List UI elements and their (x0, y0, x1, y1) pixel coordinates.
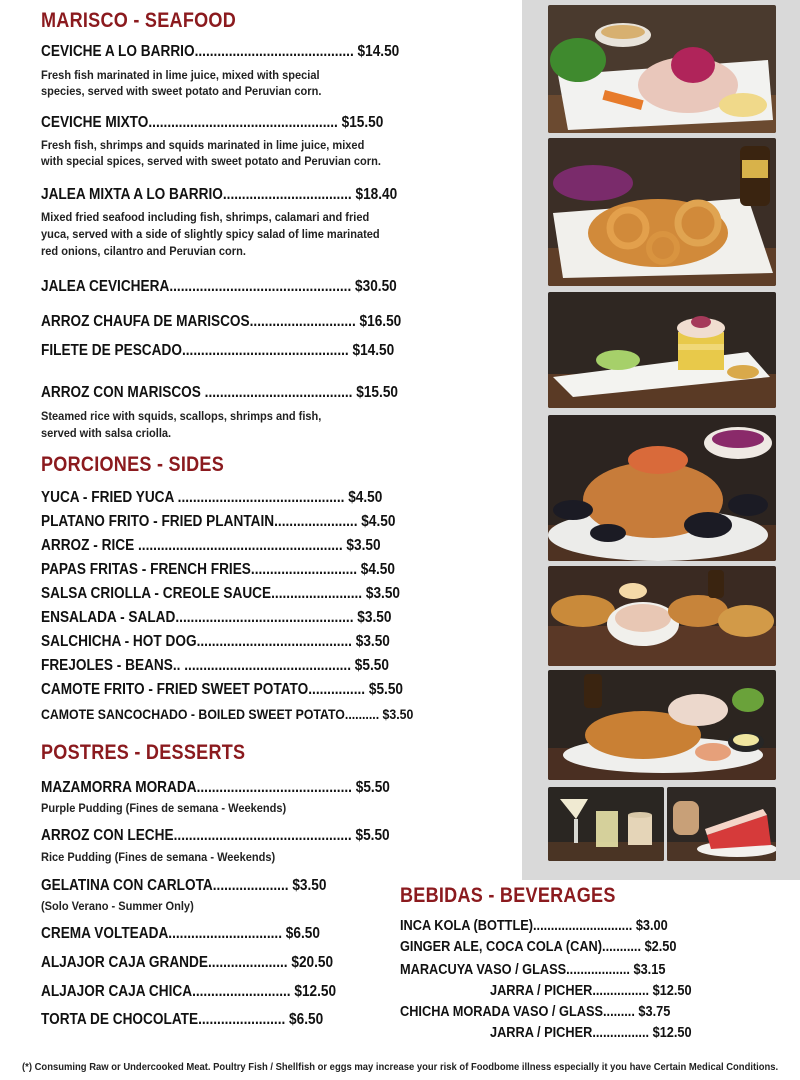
menu-item-jalea-mixta: JALEA MIXTA A LO BARRIO.................................. $18.40 (41, 186, 398, 203)
side-item: YUCA - FRIED YUCA ............................................ $4.50 (41, 489, 383, 506)
menu-item-description: (Solo Verano - Summer Only) (41, 899, 194, 913)
beverage-item: JARRA / PICHER................ $12.50 (490, 983, 692, 999)
dessert-item: ARROZ CON LECHE............................................... $5.50 (41, 827, 390, 844)
photo-seafood-platters (548, 566, 776, 666)
menu-item-description: Purple Pudding (Fines de semana - Weekends) (41, 801, 287, 815)
beverage-item: GINGER ALE, COCA COLA (CAN)........... $2.50 (400, 939, 677, 955)
side-item: FREJOLES - BEANS.. ............................................ $5.50 (41, 657, 389, 674)
photo-arroz-con-mariscos (548, 415, 776, 561)
dessert-item: TORTA DE CHOCOLATE....................... $6.50 (41, 1011, 324, 1028)
menu-item-filete-de-pescado: FILETE DE PESCADO............................................ $14.50 (41, 342, 395, 359)
menu-item-arroz-chaufa: ARROZ CHAUFA DE MARISCOS............................ $16.50 (41, 313, 402, 330)
menu-item-description: Mixed fried seafood including fish, shrimps, calamari and fried (41, 210, 370, 224)
side-item: CAMOTE FRITO - FRIED SWEET POTATO............... $5.50 (41, 681, 404, 698)
menu-item-arroz-con-mariscos: ARROZ CON MARISCOS ....................................... $15.50 (41, 384, 398, 401)
beverage-item: CHICHA MORADA VASO / GLASS......... $3.75 (400, 1004, 671, 1020)
menu-item-description: Fresh fish marinated in lime juice, mixed with special (41, 68, 320, 82)
photo-jalea-cevichera (548, 670, 776, 780)
side-item: PAPAS FRITAS - FRENCH FRIES............................ $4.50 (41, 561, 395, 578)
beverage-item: MARACUYA VASO / GLASS.................. $3.15 (400, 962, 666, 978)
menu-item-jalea-cevichera: JALEA CEVICHERA................................................ $30.50 (41, 278, 397, 295)
beverage-item: JARRA / PICHER................ $12.50 (490, 1025, 692, 1041)
desserts-heading: POSTRES - DESSERTS (41, 741, 246, 764)
side-item: PLATANO FRITO - FRIED PLANTAIN...................... $4.50 (41, 513, 396, 530)
beverages-heading: BEBIDAS - BEVERAGES (400, 884, 616, 907)
sides-heading: PORCIONES - SIDES (41, 453, 225, 476)
footnote: (*) Consuming Raw or Undercooked Meat. Poultry Fish / Shellfish or eggs may increase your risk of Foodbome illness especially it you have Certain Medical Conditions. (22, 1061, 779, 1073)
menu-item-description: red onions, cilantro and Peruvian corn. (41, 244, 246, 258)
dessert-item: ALJAJOR CAJA GRANDE..................... $20.50 (41, 954, 334, 971)
side-item: ENSALADA - SALAD............................................... $3.50 (41, 609, 392, 626)
photo-cake (667, 787, 776, 861)
photo-jalea-mixta (548, 138, 776, 286)
menu-item-description: served with salsa criolla. (41, 426, 172, 440)
side-item: SALSA CRIOLLA - CREOLE SAUCE........................ $3.50 (41, 585, 400, 602)
side-item: CAMOTE SANCOCHADO - BOILED SWEET POTATO.......... $3.50 (41, 706, 414, 722)
menu-item-description: Rice Pudding (Fines de semana - Weekends) (41, 850, 276, 864)
menu-item-description: Fresh fish, shrimps and squids marinated in lime juice, mixed (41, 138, 365, 152)
dessert-item: ALJAJOR CAJA CHICA.......................... $12.50 (41, 983, 337, 1000)
dessert-item: MAZAMORRA MORADA......................................... $5.50 (41, 779, 390, 796)
menu-item-description: species, served with sweet potato and Peruvian corn. (41, 84, 322, 98)
menu-item-description: with special spices, served with sweet potato and Peruvian corn. (41, 154, 381, 168)
beverage-item: INCA KOLA (BOTTLE)............................ $3.00 (400, 918, 668, 934)
seafood-heading: MARISCO - SEAFOOD (41, 9, 237, 32)
menu-item-description: yuca, served with a side of slightly spicy salad of lime marinated (41, 227, 380, 241)
photo-causa (548, 292, 776, 408)
photo-ceviche (548, 5, 776, 133)
side-item: ARROZ - RICE ...................................................... $3.50 (41, 537, 381, 554)
side-item: SALCHICHA - HOT DOG......................................... $3.50 (41, 633, 390, 650)
dessert-item: GELATINA CON CARLOTA.................... $3.50 (41, 877, 327, 894)
menu-item-ceviche-mixto: CEVICHE MIXTO.................................................. $15.50 (41, 114, 384, 131)
photo-drinks (548, 787, 664, 861)
menu-item-description: Steamed rice with squids, scallops, shrimps and fish, (41, 409, 322, 423)
menu-item-ceviche-a-lo-barrio: CEVICHE A LO BARRIO.......................................... $14.50 (41, 43, 400, 60)
dessert-item: CREMA VOLTEADA.............................. $6.50 (41, 925, 320, 942)
